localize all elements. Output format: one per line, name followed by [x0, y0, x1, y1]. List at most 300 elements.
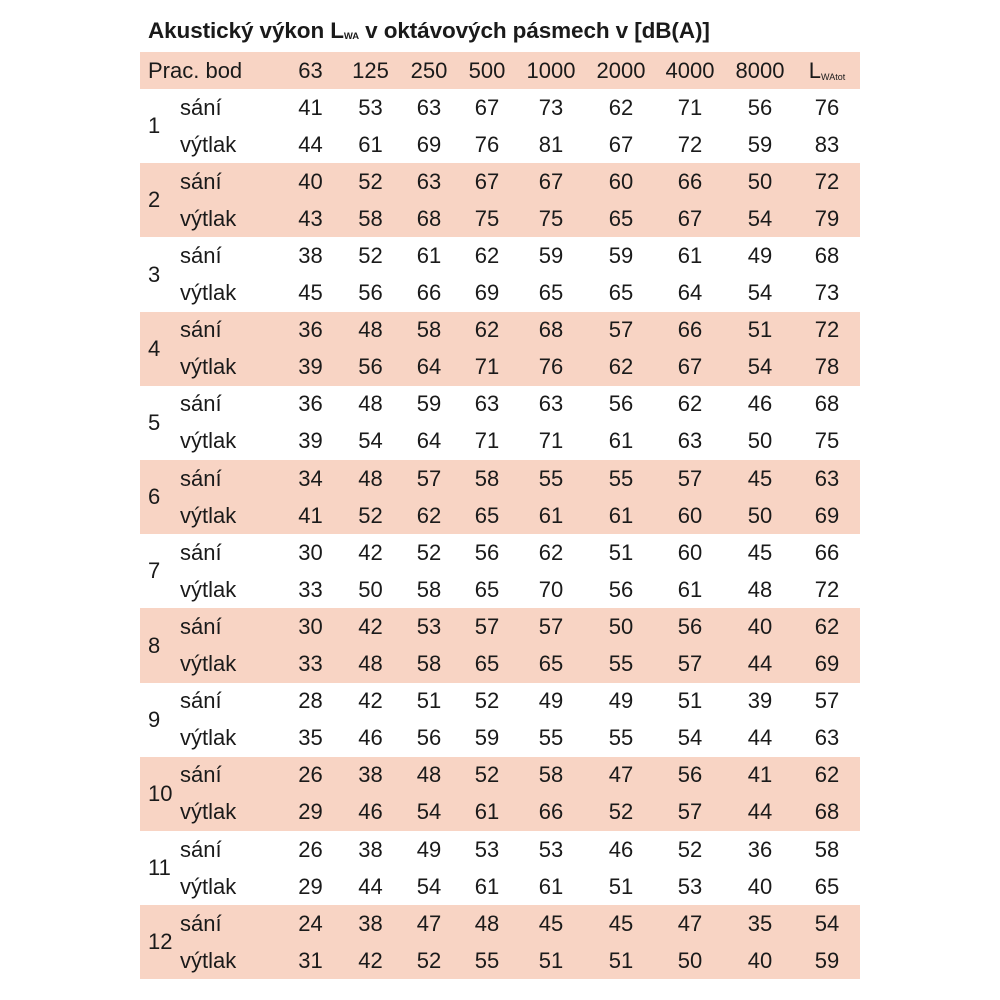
total-cell: 62 — [814, 613, 840, 639]
band-value-cell: 70 — [538, 576, 564, 602]
band-value-cell: 47 — [416, 910, 442, 936]
band-value-cell: 51 — [538, 947, 564, 973]
band-value-cell: 55 — [538, 725, 564, 751]
band-value-cell: 56 — [358, 354, 383, 380]
band-value-cell: 39 — [298, 428, 323, 454]
band-value-cell: 42 — [358, 688, 383, 714]
band-value-cell: 39 — [298, 354, 323, 380]
mode-discharge-label: výtlak — [180, 799, 237, 825]
band-value-cell: 52 — [416, 539, 442, 565]
band-value-cell: 48 — [474, 910, 500, 936]
band-value-cell: 61 — [474, 799, 500, 825]
band-value-cell: 46 — [358, 725, 383, 751]
band-value-cell: 63 — [677, 428, 703, 454]
table-row — [140, 534, 860, 571]
band-value-cell: 65 — [474, 651, 500, 677]
band-value-cell: 67 — [677, 354, 703, 380]
band-value-cell: 67 — [474, 94, 500, 120]
band-value-cell: 68 — [538, 317, 564, 343]
band-value-cell: 33 — [298, 576, 323, 602]
band-value-cell: 62 — [416, 502, 442, 528]
mode-intake-label: sání — [180, 465, 222, 491]
operating-point-group — [140, 386, 860, 460]
band-value-cell: 54 — [416, 799, 442, 825]
band-value-cell: 54 — [677, 725, 703, 751]
band-value-cell: 54 — [747, 280, 773, 306]
mode-discharge-label: výtlak — [180, 576, 237, 602]
band-value-cell: 55 — [474, 947, 500, 973]
band-value-cell: 65 — [474, 576, 500, 602]
band-value-cell: 56 — [358, 280, 383, 306]
band-value-cell: 63 — [416, 168, 442, 194]
band-value-cell: 26 — [298, 836, 323, 862]
mode-intake-label: sání — [180, 317, 222, 343]
band-value-cell: 61 — [608, 502, 634, 528]
header-band: 63 — [298, 57, 323, 83]
total-cell: 63 — [814, 725, 840, 751]
band-value-cell: 57 — [677, 799, 703, 825]
band-value-cell: 53 — [677, 873, 703, 899]
band-value-cell: 40 — [298, 168, 323, 194]
mode-intake-label: sání — [180, 391, 222, 417]
total-cell: 68 — [814, 243, 840, 269]
band-value-cell: 61 — [538, 873, 564, 899]
table-row — [140, 163, 860, 200]
total-cell: 58 — [814, 836, 840, 862]
band-value-cell: 65 — [538, 651, 564, 677]
band-value-cell: 46 — [608, 836, 634, 862]
band-value-cell: 41 — [298, 502, 323, 528]
band-value-cell: 52 — [416, 947, 442, 973]
band-value-cell: 45 — [747, 465, 773, 491]
operating-point-number: 12 — [148, 929, 173, 955]
mode-discharge-label: výtlak — [180, 354, 237, 380]
mode-discharge-label: výtlak — [180, 725, 237, 751]
header-band: 1000 — [526, 57, 576, 83]
table-row — [140, 868, 860, 905]
band-value-cell: 44 — [747, 651, 773, 677]
mode-discharge-label: výtlak — [180, 428, 237, 454]
band-value-cell: 67 — [677, 205, 703, 231]
table-row — [140, 942, 860, 979]
band-value-cell: 56 — [416, 725, 442, 751]
table-row — [140, 608, 860, 645]
band-value-cell: 52 — [358, 243, 383, 269]
band-value-cell: 41 — [747, 762, 773, 788]
band-value-cell: 43 — [298, 205, 323, 231]
total-cell: 72 — [814, 576, 840, 602]
band-value-cell: 66 — [538, 799, 564, 825]
band-value-cell: 42 — [358, 539, 383, 565]
operating-point-group — [140, 312, 860, 386]
operating-point-group — [140, 237, 860, 311]
band-value-cell: 51 — [416, 688, 442, 714]
header-band: 125 — [352, 57, 389, 83]
band-value-cell: 81 — [538, 131, 564, 157]
band-value-cell: 69 — [416, 131, 442, 157]
band-value-cell: 49 — [747, 243, 773, 269]
band-value-cell: 48 — [747, 576, 773, 602]
operating-point-group — [140, 534, 860, 608]
band-value-cell: 59 — [538, 243, 564, 269]
table-row — [140, 126, 860, 163]
band-value-cell: 59 — [474, 725, 500, 751]
band-value-cell: 44 — [298, 131, 323, 157]
band-value-cell: 57 — [538, 613, 564, 639]
table-row — [140, 200, 860, 237]
band-value-cell: 64 — [416, 354, 442, 380]
band-value-cell: 49 — [416, 836, 442, 862]
band-value-cell: 64 — [677, 280, 703, 306]
band-value-cell: 53 — [416, 613, 442, 639]
operating-point-number: 5 — [148, 409, 161, 435]
band-value-cell: 52 — [677, 836, 703, 862]
band-value-cell: 39 — [747, 688, 773, 714]
header-total — [794, 52, 860, 89]
operating-point-number: 9 — [148, 706, 161, 732]
band-value-cell: 24 — [298, 910, 323, 936]
mode-intake-label: sání — [180, 688, 222, 714]
band-value-cell: 67 — [474, 168, 500, 194]
operating-point-number: 3 — [148, 261, 161, 287]
band-value-cell: 50 — [608, 613, 634, 639]
band-value-cell: 57 — [677, 465, 703, 491]
band-value-cell: 50 — [747, 428, 773, 454]
band-value-cell: 47 — [608, 762, 634, 788]
table-row — [140, 794, 860, 831]
header-band: 4000 — [665, 57, 715, 83]
total-cell: 72 — [814, 168, 840, 194]
operating-point-number: 6 — [148, 484, 161, 510]
band-value-cell: 71 — [677, 94, 703, 120]
band-value-cell: 49 — [608, 688, 634, 714]
band-value-cell: 56 — [608, 391, 634, 417]
mode-discharge-label: výtlak — [180, 502, 237, 528]
band-value-cell: 71 — [474, 428, 500, 454]
total-cell: 72 — [814, 317, 840, 343]
band-value-cell: 63 — [474, 391, 500, 417]
mode-intake-label: sání — [180, 836, 222, 862]
table-row — [140, 237, 860, 274]
operating-point-number: 2 — [148, 187, 161, 213]
band-value-cell: 38 — [358, 910, 383, 936]
total-cell: 69 — [814, 502, 840, 528]
table-row — [140, 646, 860, 683]
band-value-cell: 30 — [298, 539, 323, 565]
total-cell: 68 — [814, 799, 840, 825]
band-value-cell: 61 — [416, 243, 442, 269]
table-row — [140, 720, 860, 757]
band-value-cell: 53 — [538, 836, 564, 862]
operating-point-number: 7 — [148, 558, 161, 584]
table-row — [140, 423, 860, 460]
band-value-cell: 56 — [677, 762, 703, 788]
mode-intake-label: sání — [180, 613, 222, 639]
total-cell: 65 — [814, 873, 840, 899]
band-value-cell: 48 — [358, 651, 383, 677]
band-value-cell: 55 — [538, 465, 564, 491]
band-value-cell: 55 — [608, 465, 634, 491]
band-value-cell: 51 — [747, 317, 773, 343]
band-value-cell: 48 — [416, 762, 442, 788]
table-row — [140, 460, 860, 497]
total-cell: 59 — [814, 947, 840, 973]
table-row — [140, 386, 860, 423]
mode-discharge-label: výtlak — [180, 873, 237, 899]
band-value-cell: 36 — [747, 836, 773, 862]
band-value-cell: 71 — [538, 428, 564, 454]
operating-point-number: 10 — [148, 780, 173, 806]
band-value-cell: 26 — [298, 762, 323, 788]
band-value-cell: 34 — [298, 465, 323, 491]
band-value-cell: 46 — [747, 391, 773, 417]
mode-discharge-label: výtlak — [180, 131, 237, 157]
table-row — [140, 349, 860, 386]
table-row — [140, 275, 860, 312]
band-value-cell: 62 — [677, 391, 703, 417]
band-value-cell: 65 — [608, 205, 634, 231]
table-title — [148, 18, 710, 44]
band-value-cell: 57 — [474, 613, 500, 639]
table-row — [140, 757, 860, 794]
band-value-cell: 63 — [538, 391, 564, 417]
band-value-cell: 51 — [677, 688, 703, 714]
mode-discharge-label: výtlak — [180, 947, 237, 973]
band-value-cell: 52 — [358, 168, 383, 194]
band-value-cell: 67 — [538, 168, 564, 194]
band-value-cell: 45 — [298, 280, 323, 306]
header-row — [140, 52, 860, 89]
band-value-cell: 38 — [358, 762, 383, 788]
band-value-cell: 66 — [677, 317, 703, 343]
band-value-cell: 62 — [608, 94, 634, 120]
band-value-cell: 57 — [416, 465, 442, 491]
header-band: 250 — [410, 57, 448, 83]
band-value-cell: 28 — [298, 688, 323, 714]
band-value-cell: 56 — [747, 94, 773, 120]
mode-intake-label: sání — [180, 243, 222, 269]
header-operating-point: Prac. bod — [148, 57, 243, 83]
band-value-cell: 58 — [416, 576, 442, 602]
band-value-cell: 33 — [298, 651, 323, 677]
band-value-cell: 57 — [677, 651, 703, 677]
band-value-cell: 65 — [608, 280, 634, 306]
table-row — [140, 89, 860, 126]
header-total-sub: WAtot — [821, 71, 846, 82]
band-value-cell: 53 — [474, 836, 500, 862]
band-value-cell: 58 — [474, 465, 500, 491]
band-value-cell: 44 — [747, 725, 773, 751]
band-value-cell: 41 — [298, 94, 323, 120]
band-value-cell: 38 — [358, 836, 383, 862]
band-value-cell: 61 — [677, 243, 703, 269]
band-value-cell: 56 — [474, 539, 500, 565]
band-value-cell: 54 — [747, 354, 773, 380]
band-value-cell: 47 — [677, 910, 703, 936]
band-value-cell: 29 — [298, 873, 323, 899]
band-value-cell: 36 — [298, 391, 323, 417]
mode-discharge-label: výtlak — [180, 205, 237, 231]
band-value-cell: 51 — [608, 539, 634, 565]
total-cell: 83 — [814, 131, 840, 157]
band-value-cell: 61 — [677, 576, 703, 602]
band-value-cell: 71 — [474, 354, 500, 380]
band-value-cell: 67 — [608, 131, 634, 157]
operating-point-group — [140, 89, 860, 163]
band-value-cell: 68 — [416, 205, 442, 231]
band-value-cell: 40 — [747, 613, 773, 639]
mode-intake-label: sání — [180, 539, 222, 565]
band-value-cell: 50 — [747, 168, 773, 194]
operating-point-group — [140, 683, 860, 757]
header-total-main: L — [808, 57, 822, 83]
operating-point-number: 11 — [148, 855, 171, 881]
band-value-cell: 54 — [747, 205, 773, 231]
operating-point-number: 8 — [148, 632, 161, 658]
band-value-cell: 48 — [358, 317, 383, 343]
operating-point-group — [140, 608, 860, 682]
band-value-cell: 44 — [358, 873, 383, 899]
header-band: 2000 — [596, 57, 646, 83]
band-value-cell: 29 — [298, 799, 323, 825]
band-value-cell: 48 — [358, 465, 383, 491]
table-row — [140, 831, 860, 868]
table-row — [140, 571, 860, 608]
band-value-cell: 62 — [538, 539, 564, 565]
total-cell: 78 — [814, 354, 840, 380]
band-value-cell: 62 — [474, 317, 500, 343]
band-value-cell: 59 — [416, 391, 442, 417]
band-value-cell: 48 — [358, 391, 383, 417]
band-value-cell: 55 — [608, 651, 634, 677]
band-value-cell: 61 — [538, 502, 564, 528]
band-value-cell: 51 — [608, 947, 634, 973]
operating-point-group — [140, 757, 860, 831]
band-value-cell: 30 — [298, 613, 323, 639]
band-value-cell: 51 — [608, 873, 634, 899]
band-value-cell: 42 — [358, 613, 383, 639]
title-suffix: v oktávových pásmech v [dB(A)] — [359, 18, 710, 43]
band-value-cell: 35 — [747, 910, 773, 936]
band-value-cell: 58 — [538, 762, 564, 788]
acoustic-power-table — [140, 52, 860, 979]
title-subscript: WA — [343, 31, 359, 42]
band-value-cell: 61 — [474, 873, 500, 899]
total-cell: 68 — [814, 391, 840, 417]
band-value-cell: 52 — [608, 799, 634, 825]
band-value-cell: 58 — [416, 651, 442, 677]
total-cell: 79 — [814, 205, 840, 231]
band-value-cell: 40 — [747, 947, 773, 973]
band-value-cell: 54 — [416, 873, 442, 899]
title-prefix: Akustický výkon L — [148, 18, 344, 43]
operating-point-group — [140, 163, 860, 237]
total-cell: 57 — [814, 688, 840, 714]
total-cell: 76 — [814, 94, 840, 120]
band-value-cell: 72 — [677, 131, 703, 157]
band-value-cell: 61 — [358, 131, 383, 157]
band-value-cell: 76 — [474, 131, 500, 157]
band-value-cell: 49 — [538, 688, 564, 714]
band-value-cell: 36 — [298, 317, 323, 343]
band-value-cell: 53 — [358, 94, 383, 120]
band-value-cell: 54 — [358, 428, 383, 454]
mode-intake-label: sání — [180, 94, 222, 120]
mode-intake-label: sání — [180, 910, 222, 936]
operating-point-group — [140, 905, 860, 979]
band-value-cell: 52 — [358, 502, 383, 528]
band-value-cell: 45 — [608, 910, 634, 936]
band-value-cell: 45 — [747, 539, 773, 565]
band-value-cell: 52 — [474, 688, 500, 714]
operating-point-group — [140, 460, 860, 534]
total-cell: 66 — [814, 539, 840, 565]
band-value-cell: 63 — [416, 94, 442, 120]
table-row — [140, 683, 860, 720]
band-value-cell: 38 — [298, 243, 323, 269]
band-value-cell: 60 — [608, 168, 634, 194]
band-value-cell: 66 — [416, 280, 442, 306]
table-row — [140, 497, 860, 534]
total-cell: 63 — [814, 465, 840, 491]
band-value-cell: 42 — [358, 947, 383, 973]
band-value-cell: 57 — [608, 317, 634, 343]
band-value-cell: 31 — [298, 947, 323, 973]
band-value-cell: 45 — [538, 910, 564, 936]
operating-point-group — [140, 831, 860, 905]
band-value-cell: 60 — [677, 502, 703, 528]
header-band: 500 — [468, 57, 506, 83]
mode-discharge-label: výtlak — [180, 651, 237, 677]
band-value-cell: 58 — [358, 205, 383, 231]
band-value-cell: 59 — [747, 131, 773, 157]
operating-point-number: 4 — [148, 335, 161, 361]
mode-intake-label: sání — [180, 762, 222, 788]
band-value-cell: 75 — [474, 205, 500, 231]
table-row — [140, 312, 860, 349]
header-band: 8000 — [735, 57, 785, 83]
band-value-cell: 75 — [538, 205, 564, 231]
operating-point-number: 1 — [148, 113, 161, 139]
total-cell: 73 — [814, 280, 840, 306]
band-value-cell: 66 — [677, 168, 703, 194]
mode-intake-label: sání — [180, 168, 222, 194]
band-value-cell: 50 — [358, 576, 383, 602]
band-value-cell: 62 — [474, 243, 500, 269]
band-value-cell: 65 — [474, 502, 500, 528]
total-cell: 54 — [814, 910, 840, 936]
band-value-cell: 35 — [298, 725, 323, 751]
band-value-cell: 44 — [747, 799, 773, 825]
band-value-cell: 69 — [474, 280, 500, 306]
band-value-cell: 76 — [538, 354, 564, 380]
band-value-cell: 65 — [538, 280, 564, 306]
total-cell: 62 — [814, 762, 840, 788]
band-value-cell: 61 — [608, 428, 634, 454]
band-value-cell: 56 — [677, 613, 703, 639]
band-value-cell: 62 — [608, 354, 634, 380]
band-value-cell: 60 — [677, 539, 703, 565]
total-cell: 69 — [814, 651, 840, 677]
band-value-cell: 59 — [608, 243, 634, 269]
total-cell: 75 — [814, 428, 840, 454]
band-value-cell: 55 — [608, 725, 634, 751]
table-row — [140, 905, 860, 942]
band-value-cell: 64 — [416, 428, 442, 454]
band-value-cell: 73 — [538, 94, 564, 120]
band-value-cell: 50 — [747, 502, 773, 528]
band-value-cell: 58 — [416, 317, 442, 343]
